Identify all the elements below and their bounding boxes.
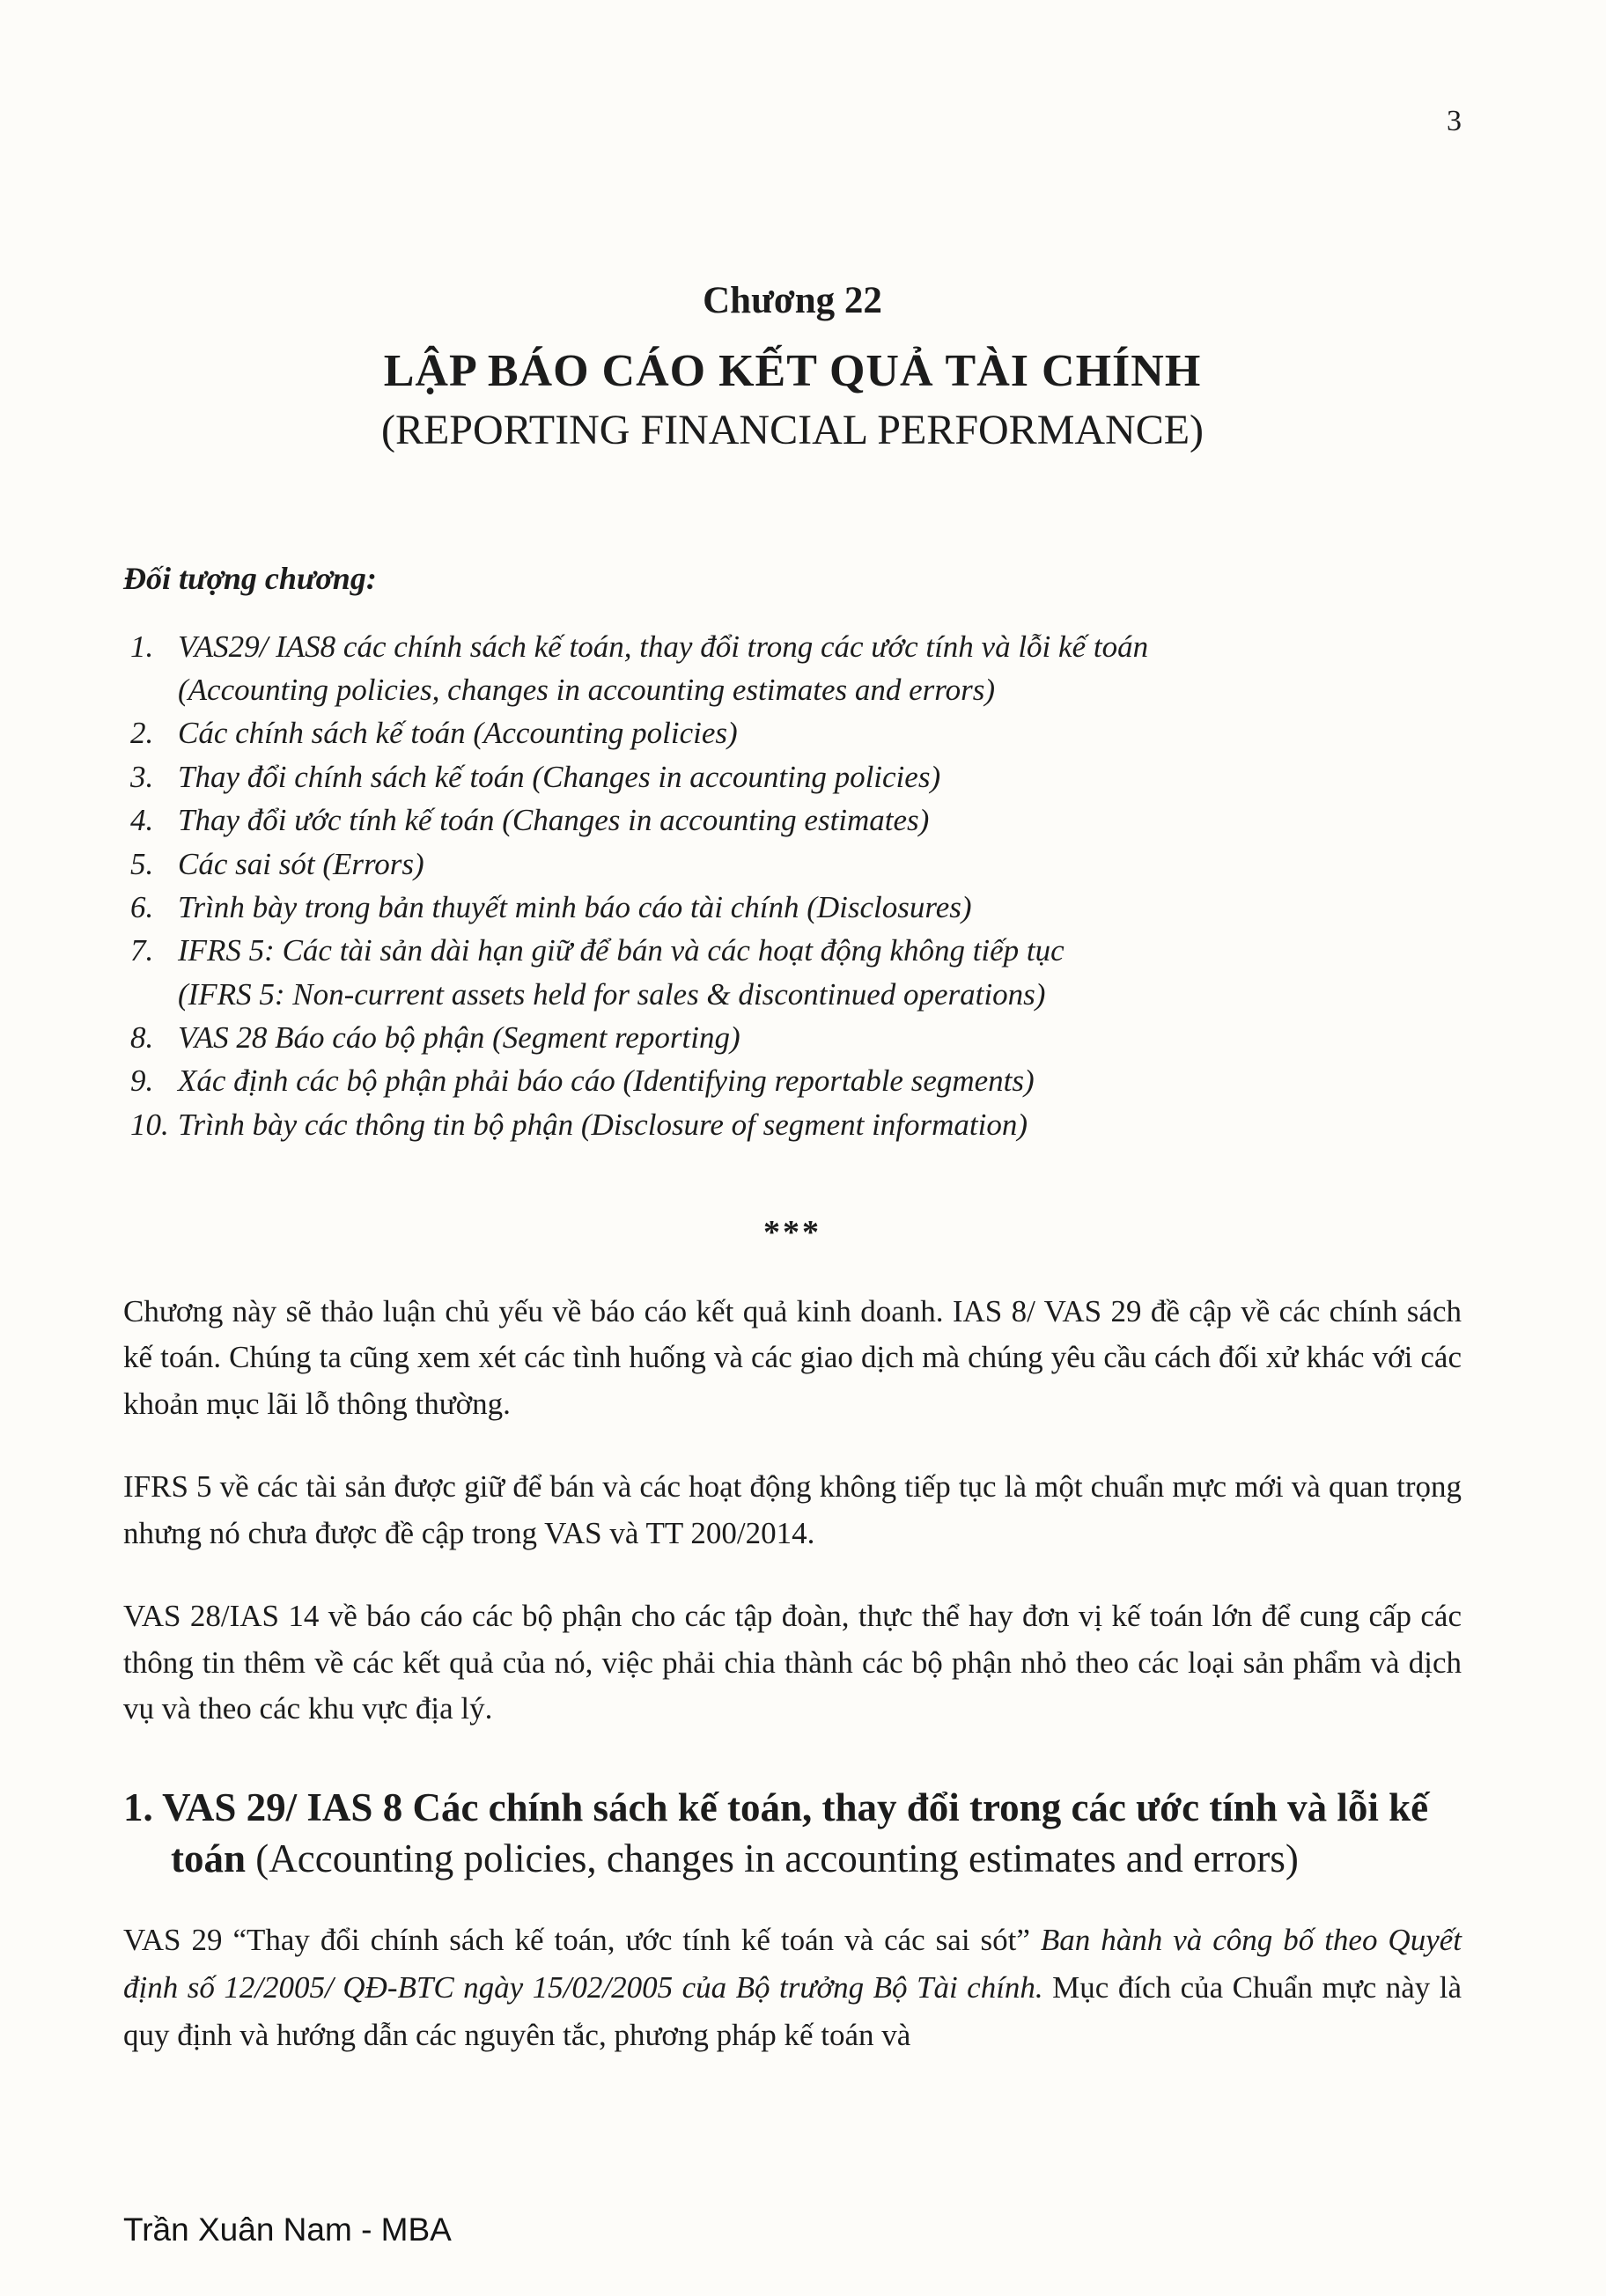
- objective-number: 6.: [130, 889, 154, 924]
- section-1-heading: [123, 1782, 1462, 1885]
- objective-number: 1.: [130, 629, 154, 664]
- objective-text: Xác định các bộ phận phải báo cáo (Identifying reportable segments): [178, 1063, 1035, 1099]
- objective-item: [130, 886, 1462, 929]
- objective-text: Thay đổi chính sách kế toán (Changes in accounting policies): [178, 759, 941, 794]
- paragraph-italic-citation: Ban hành và công bố theo Quyết định số 12/2005/ QĐ-BTC ngày 15/02/2005 của Bộ trưởng Bộ Tài chính.: [123, 1922, 1462, 2005]
- objective-text: Trình bày các thông tin bộ phận (Disclosure of segment information): [178, 1107, 1028, 1142]
- section-heading-english: (Accounting policies, changes in accounting estimates and errors): [255, 1836, 1299, 1881]
- objective-text: [178, 929, 1462, 1016]
- objective-text: Các chính sách kế toán (Accounting policies): [178, 716, 738, 751]
- objective-number: 3.: [130, 759, 154, 794]
- author-footer: Trần Xuân Nam - MBA: [123, 2211, 452, 2248]
- objective-item: [130, 929, 1462, 1016]
- section-1-paragraph: [123, 1917, 1462, 2060]
- objective-item: [130, 798, 1462, 842]
- objectives-heading: Đối tượng chương:: [123, 560, 377, 596]
- section-heading-vietnamese: 1. VAS 29/ IAS 8 Các chính sách kế toán, thay đổi trong các ước tính và lỗi kế toán: [123, 1785, 1429, 1881]
- objective-line: IFRS 5: Các tài sản dài hạn giữ để bán và các hoạt động không tiếp tục: [178, 933, 1065, 968]
- objective-number: 8.: [130, 1019, 154, 1055]
- chapter-label: Chương 22: [703, 279, 882, 321]
- objective-item: [130, 1059, 1462, 1102]
- objective-number: 10.: [130, 1107, 169, 1142]
- body-paragraph: IFRS 5 về các tài sản được giữ để bán và các hoạt động không tiếp tục là một chuẩn mực mới và quan trọng nhưng nó chưa được đề cập trong VAS và TT 200/2014.: [123, 1469, 1462, 1550]
- objective-item: [130, 1016, 1462, 1059]
- objective-number: 4.: [130, 803, 154, 838]
- chapter-subtitle: (REPORTING FINANCIAL PERFORMANCE): [380, 406, 1204, 453]
- objective-item: [130, 843, 1462, 886]
- section-separator: ***: [763, 1213, 821, 1251]
- objective-item: [130, 625, 1462, 712]
- paragraph-roman-text: Mục đích của Chuẩn mực này là quy định và hướng dẫn các nguyên tắc, phương pháp kế toán và: [123, 1970, 1462, 2053]
- objective-line: (Accounting policies, changes in accounting estimates and errors): [178, 673, 995, 708]
- objective-item: [130, 711, 1462, 754]
- objective-number: 7.: [130, 933, 154, 968]
- page-number: 3: [1447, 105, 1462, 137]
- objective-number: 5.: [130, 846, 154, 881]
- objective-text: Các sai sót (Errors): [178, 846, 424, 881]
- objective-number: 9.: [130, 1063, 154, 1099]
- objective-line: VAS29/ IAS8 các chính sách kế toán, thay đổi trong các ước tính và lỗi kế toán: [178, 629, 1149, 664]
- objective-text: Trình bày trong bản thuyết minh báo cáo tài chính (Disclosures): [178, 889, 972, 924]
- objective-item: [130, 1103, 1462, 1146]
- objective-number: 2.: [130, 716, 154, 751]
- paragraph-roman-text: VAS 29 “Thay đổi chính sách kế toán, ước tính kế toán và các sai sót”: [123, 1922, 1041, 1957]
- body-paragraph: VAS 28/IAS 14 về báo cáo các bộ phận cho các tập đoàn, thực thể hay đơn vị kế toán lớn để cung cấp các thông tin thêm về các kết quả của nó, việc phải chia thành các bộ phận nhỏ theo các loại sản phẩm và dịch vụ và theo các khu vực địa lý.: [123, 1599, 1462, 1726]
- objective-text: VAS 28 Báo cáo bộ phận (Segment reporting): [178, 1019, 740, 1055]
- objectives-list: [130, 625, 1462, 1146]
- objective-text: Thay đổi ước tính kế toán (Changes in accounting estimates): [178, 803, 930, 838]
- objective-item: [130, 755, 1462, 798]
- objective-text: [178, 625, 1462, 712]
- body-paragraph: Chương này sẽ thảo luận chủ yếu về báo cáo kết quả kinh doanh. IAS 8/ VAS 29 đề cập về các chính sách kế toán. Chúng ta cũng xem xét các tình huống và các giao dịch mà chúng yêu cầu cách đối xử khác với các khoản mục lãi lỗ thông thường.: [123, 1293, 1462, 1421]
- chapter-title: LẬP BÁO CÁO KẾT QUẢ TÀI CHÍNH: [383, 345, 1202, 396]
- objective-line: (IFRS 5: Non-current assets held for sales & discontinued operations): [178, 976, 1046, 1012]
